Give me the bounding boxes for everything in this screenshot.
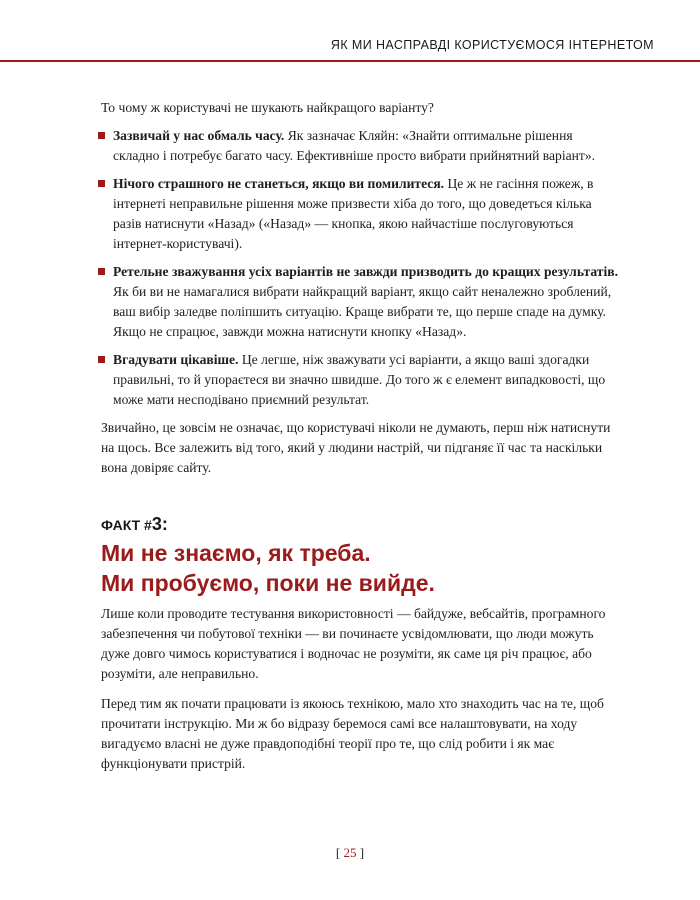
square-bullet-icon [98,356,105,363]
page-number-value: 25 [343,845,357,860]
header-rule [0,60,700,62]
square-bullet-icon [98,268,105,275]
list-item-text: Як зазначає Кляйн: «Знайти оптимальне рішення складно і потребує багато часу. Ефективніше просто вибрати прийнятний варіант». [113,128,596,163]
fact-label-text: ФАКТ # [101,517,152,533]
square-bullet-icon [98,132,105,139]
running-head: ЯК МИ НАСПРАВДІ КОРИСТУЄМОСЯ ІНТЕРНЕТОМ [330,38,654,52]
body-paragraph: Перед тим як почати працювати із якоюсь технікою, мало хто знаходить час на те, щоб прочитати інструкцію. Ми ж бо відразу беремося самі все налаштовувати, на ходу вигадуємо власні не дуже правдоподібні теорії про те, що слід робити і як має функціонувати пристрій. [101,696,604,771]
section-title-line-2: Ми пробуємо, поки не вийде. [101,570,435,596]
page-body [101,98,621,784]
list-item-lead: Вгадувати цікавіше. [113,352,239,367]
page-bracket-open: [ [335,845,341,860]
intro-paragraph: То чому ж користувачі не шукають найкращого варіанту? [101,100,434,115]
closing-paragraph: Звичайно, це зовсім не означає, що користувачі ніколи не думають, перш ніж натиснути на щось. Все залежить від того, який у людини настрій, чи підганяє її час та наскільки вона довіряє сайту. [101,420,611,475]
list-item-text: Це ж не гасіння пожеж, в інтернеті неправильне рішення може призвести хіба до того, що доведеться кілька разів натиснути «Назад» («Назад» — кнопка, якою найчастіше послуговуються інтернет-користувачі). [113,176,594,251]
section-title-line-1: Ми не знаємо, як треба. [101,540,371,566]
list-item-text: Це легше, ніж зважувати усі варіанти, а якщо ваші здогадки правильні, то й упораєтеся ви значно швидше. До того ж є елемент випадковості, що може мати несподівано приємний результат. [113,352,606,407]
reasons-list [101,126,621,410]
fact-number: 3: [151,514,168,534]
square-bullet-icon [98,180,105,187]
list-item [101,350,621,410]
page-number [0,845,700,861]
list-item-lead: Ретельне зважування усіх варіантів не завжди призводить до кращих результатів. [113,264,618,279]
list-item-text: Як би ви не намагалися вибрати найкращий варіант, якщо сайт неналежно зроблений, ваш вибір заледве поліпшить ситуацію. Краще вибрати те, що перше спаде на думку. Якщо не спрацює, завжди можна натиснути кнопку «Назад». [113,284,612,339]
section-title [101,538,621,598]
fact-label [101,515,621,534]
list-item [101,262,621,342]
list-item-lead: Зазвичай у нас обмаль часу. [113,128,285,143]
body-paragraph: Лише коли проводите тестування використовності — байдуже, вебсайтів, програмного забезпечення чи побутової техніки — ви починаєте усвідомлювати, що люди можуть дуже довго чимось користуватися і водночас не розуміти, як саме ця річ працює, або розуміти, але неправильно. [101,606,606,681]
list-item-lead: Нічого страшного не станеться, якщо ви помилитеся. [113,176,445,191]
list-item [101,126,621,166]
list-item [101,174,621,254]
page-bracket-close: ] [359,845,365,860]
